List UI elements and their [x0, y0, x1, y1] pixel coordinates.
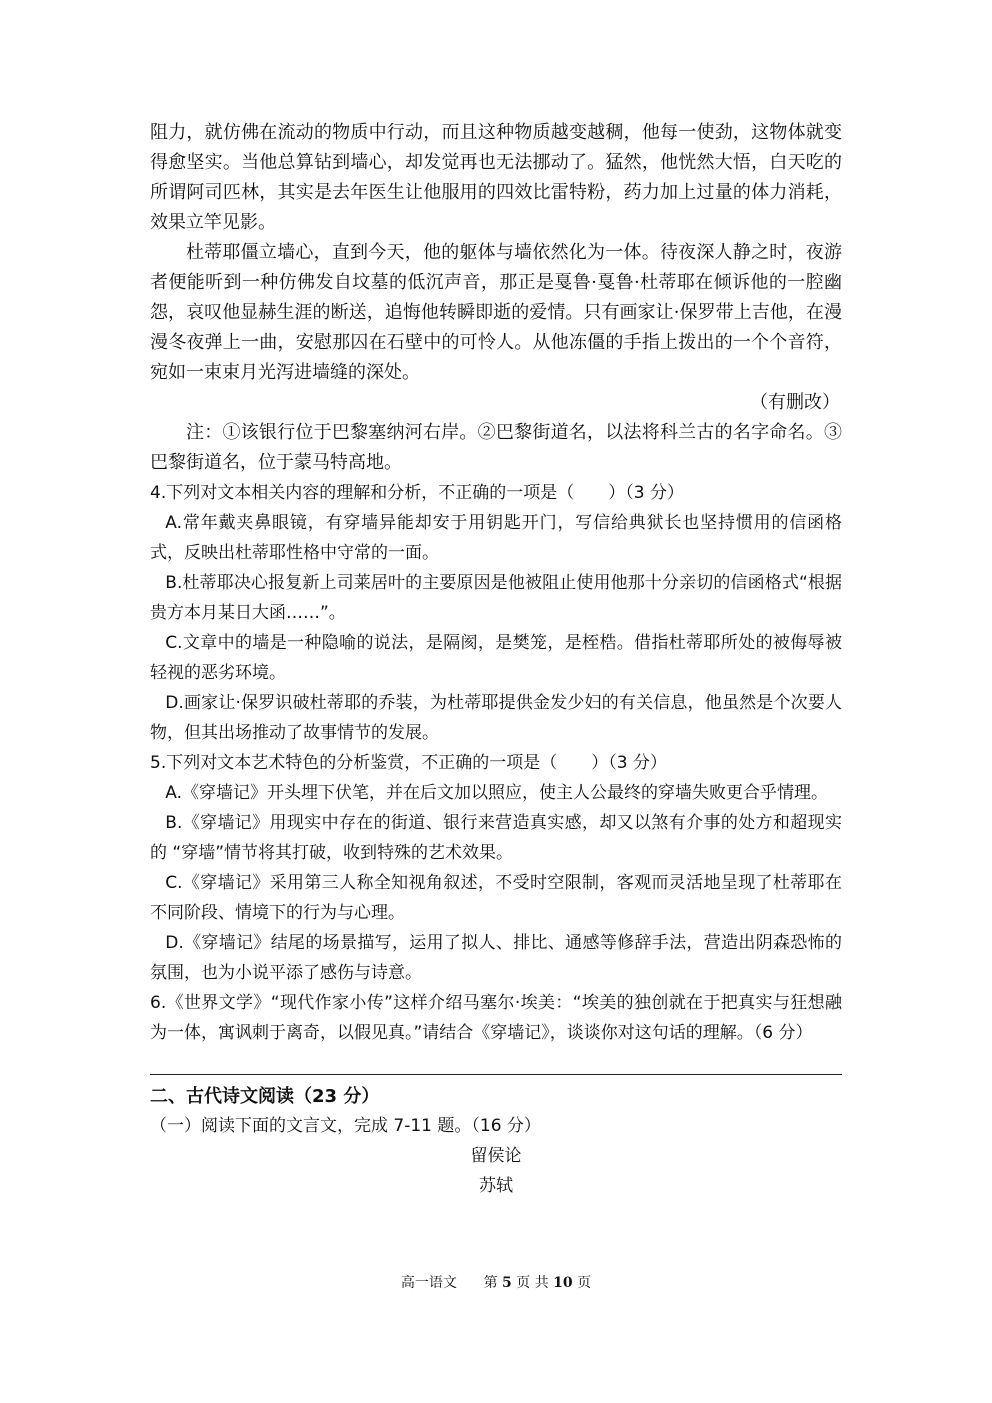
footer-page-prefix: 第: [483, 1275, 498, 1291]
footer-page-mid: 页 共: [516, 1275, 549, 1291]
classical-text-author: 苏轼: [479, 1176, 513, 1196]
question-4-option-c: C.文章中的墙是一种隐喻的说法，是隔阂，是樊笼，是桎梏。借指杜蒂耶所处的被侮辱被轻视的恶劣环境。: [150, 633, 842, 683]
question-5-option-d: D.《穿墙记》结尾的场景描写，运用了拟人、排比、通感等修辞手法，营造出阴森恐怖的氛围，也为小说平添了感伤与诗意。: [150, 933, 842, 983]
section-divider: [150, 1074, 842, 1075]
question-5-stem: 5.下列对文本艺术特色的分析鉴赏，不正确的一项是（ ）（3 分）: [150, 753, 667, 773]
story-paragraph-1: 阻力，就仿佛在流动的物质中行动，而且这种物质越变越稠，他每一使劲，这物体就变得愈坚实。当他总算钻到墙心，却发觉再也无法挪动了。猛然，他恍然大悟，白天吃的所谓阿司匹林，其实是去年医生让他服用的四效比雷特粉，药力加上过量的体力消耗，效果立竿见影。: [150, 122, 842, 233]
story-paragraph-2: 杜蒂耶僵立墙心，直到今天，他的躯体与墙依然化为一体。待夜深人静之时，夜游者便能听到一种仿佛发自坟墓的低沉声音，那正是戛鲁·戛鲁·杜蒂耶在倾诉他的一腔幽怨，哀叹他显赫生涯的断送，追悔他转瞬即逝的爱情。只有画家让·保罗带上吉他，在漫漫冬夜弹上一曲，安慰那囚在石壁中的可怜人。从他冻僵的手指上拨出的一个个音符，宛如一束束月光泻进墙缝的深处。: [150, 242, 842, 383]
question-6-stem: 6.《世界文学》“现代作家小传”这样介绍马塞尔·埃美：“埃美的独创就在于把真实与狂想融为一体，寓讽刺于离奇，以假见真。”请结合《穿墙记》，谈谈你对这句话的理解。（6 分）: [150, 993, 842, 1043]
question-5-option-c: C.《穿墙记》采用第三人称全知视角叙述，不受时空限制，客观而灵活地呈现了杜蒂耶在不同阶段、情境下的行为与心理。: [150, 873, 842, 923]
question-4-option-b: B.杜蒂耶决心报复新上司莱居叶的主要原因是他被阻止使用他那十分亲切的信函格式“根据贵方本月某日大函……”。: [150, 573, 842, 623]
exam-page: [150, 118, 842, 1201]
question-4-option-a: A.常年戴夹鼻眼镜，有穿墙异能却安于用钥匙开门，写信给典狱长也坚持惯用的信函格式，反映出杜蒂耶性格中守常的一面。: [150, 513, 842, 563]
classical-text-title: 留侯论: [470, 1146, 522, 1166]
footer-total-pages: 10: [553, 1275, 573, 1291]
question-4-option-d: D.画家让·保罗识破杜蒂耶的乔装，为杜蒂耶提供金发少妇的有关信息，他虽然是个次要人物，但其出场推动了故事情节的发展。: [150, 693, 842, 743]
footnote: 注：①该银行位于巴黎塞纳河右岸。②巴黎街道名，以法将科兰古的名字命名。③巴黎街道名，位于蒙马特高地。: [150, 422, 842, 473]
section-2-heading: 二、古代诗文阅读（23 分）: [150, 1086, 380, 1107]
question-4-stem: 4.下列对文本相关内容的理解和分析，不正确的一项是（ ）（3 分）: [150, 483, 684, 503]
question-5-option-a: A.《穿墙记》开头埋下伏笔，并在后文加以照应，使主人公最终的穿墙失败更合乎情理。: [165, 783, 829, 803]
footer-page-suffix: 页: [577, 1275, 592, 1291]
section-2-subheading: （一）阅读下面的文言文，完成 7-11 题。（16 分）: [150, 1116, 541, 1136]
footer-page-number: 5: [502, 1275, 512, 1291]
source-credit: （有删改）: [750, 392, 840, 413]
question-5-option-b: B.《穿墙记》用现实中存在的街道、银行来营造真实感，却又以煞有介事的处方和超现实的 “穿墙”情节将其打破，收到特殊的艺术效果。: [150, 813, 842, 863]
page-footer: [0, 1272, 992, 1292]
footer-subject: 高一语文: [400, 1275, 457, 1291]
